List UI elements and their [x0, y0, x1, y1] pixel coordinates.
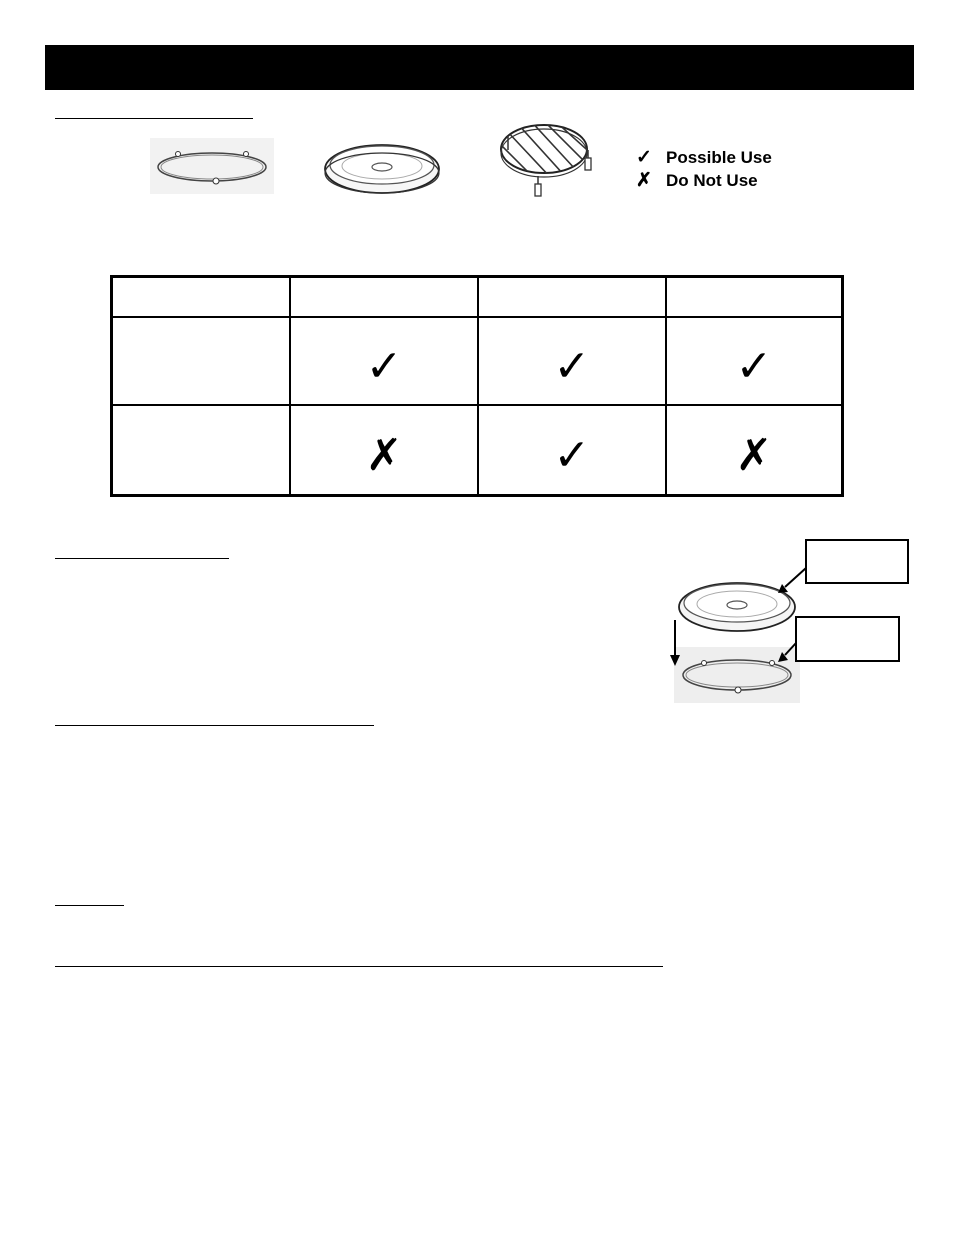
- grill-rack-image: [496, 120, 596, 206]
- table-cell: [478, 405, 666, 496]
- table-cell: [666, 317, 843, 405]
- roller-ring-icon: [150, 138, 274, 194]
- table-header-cell: [112, 277, 291, 318]
- callout-box-ring: [795, 616, 900, 662]
- legend-possible-use: [636, 146, 772, 169]
- table-header-row: [112, 277, 843, 318]
- cross-icon: ✗: [365, 431, 403, 480]
- usage-table: [110, 275, 844, 497]
- table-cell: [666, 405, 843, 496]
- table-row: [112, 405, 843, 496]
- legend-label: Do Not Use: [666, 171, 758, 190]
- callout-box-tray: [805, 539, 909, 584]
- roller-ring-image: [150, 138, 274, 194]
- check-icon: ✓: [553, 431, 591, 480]
- table-cell: [290, 317, 478, 405]
- check-icon: ✓: [636, 147, 652, 168]
- section-underline: [55, 905, 124, 906]
- legend: [636, 146, 772, 192]
- section-underline: [55, 966, 663, 967]
- check-icon: ✓: [365, 342, 403, 391]
- table-header-cell: [290, 277, 478, 318]
- glass-tray-icon: [322, 138, 442, 196]
- cross-icon: ✗: [636, 170, 652, 191]
- legend-label: Possible Use: [666, 148, 772, 167]
- row-label-cell: [112, 405, 291, 496]
- cross-icon: ✗: [735, 431, 773, 480]
- grill-rack-icon: [496, 120, 596, 206]
- table-header-cell: [478, 277, 666, 318]
- check-icon: ✓: [553, 342, 591, 391]
- table-cell: [290, 405, 478, 496]
- glass-tray-image: [322, 138, 442, 196]
- section-underline: [55, 118, 253, 119]
- row-label-cell: [112, 317, 291, 405]
- check-icon: ✓: [735, 342, 773, 391]
- header-bar: [45, 45, 914, 90]
- table-header-cell: [666, 277, 843, 318]
- section-underline: [55, 558, 229, 559]
- table-row: [112, 317, 843, 405]
- legend-do-not-use: [636, 169, 772, 192]
- table-cell: [478, 317, 666, 405]
- section-underline: [55, 725, 374, 726]
